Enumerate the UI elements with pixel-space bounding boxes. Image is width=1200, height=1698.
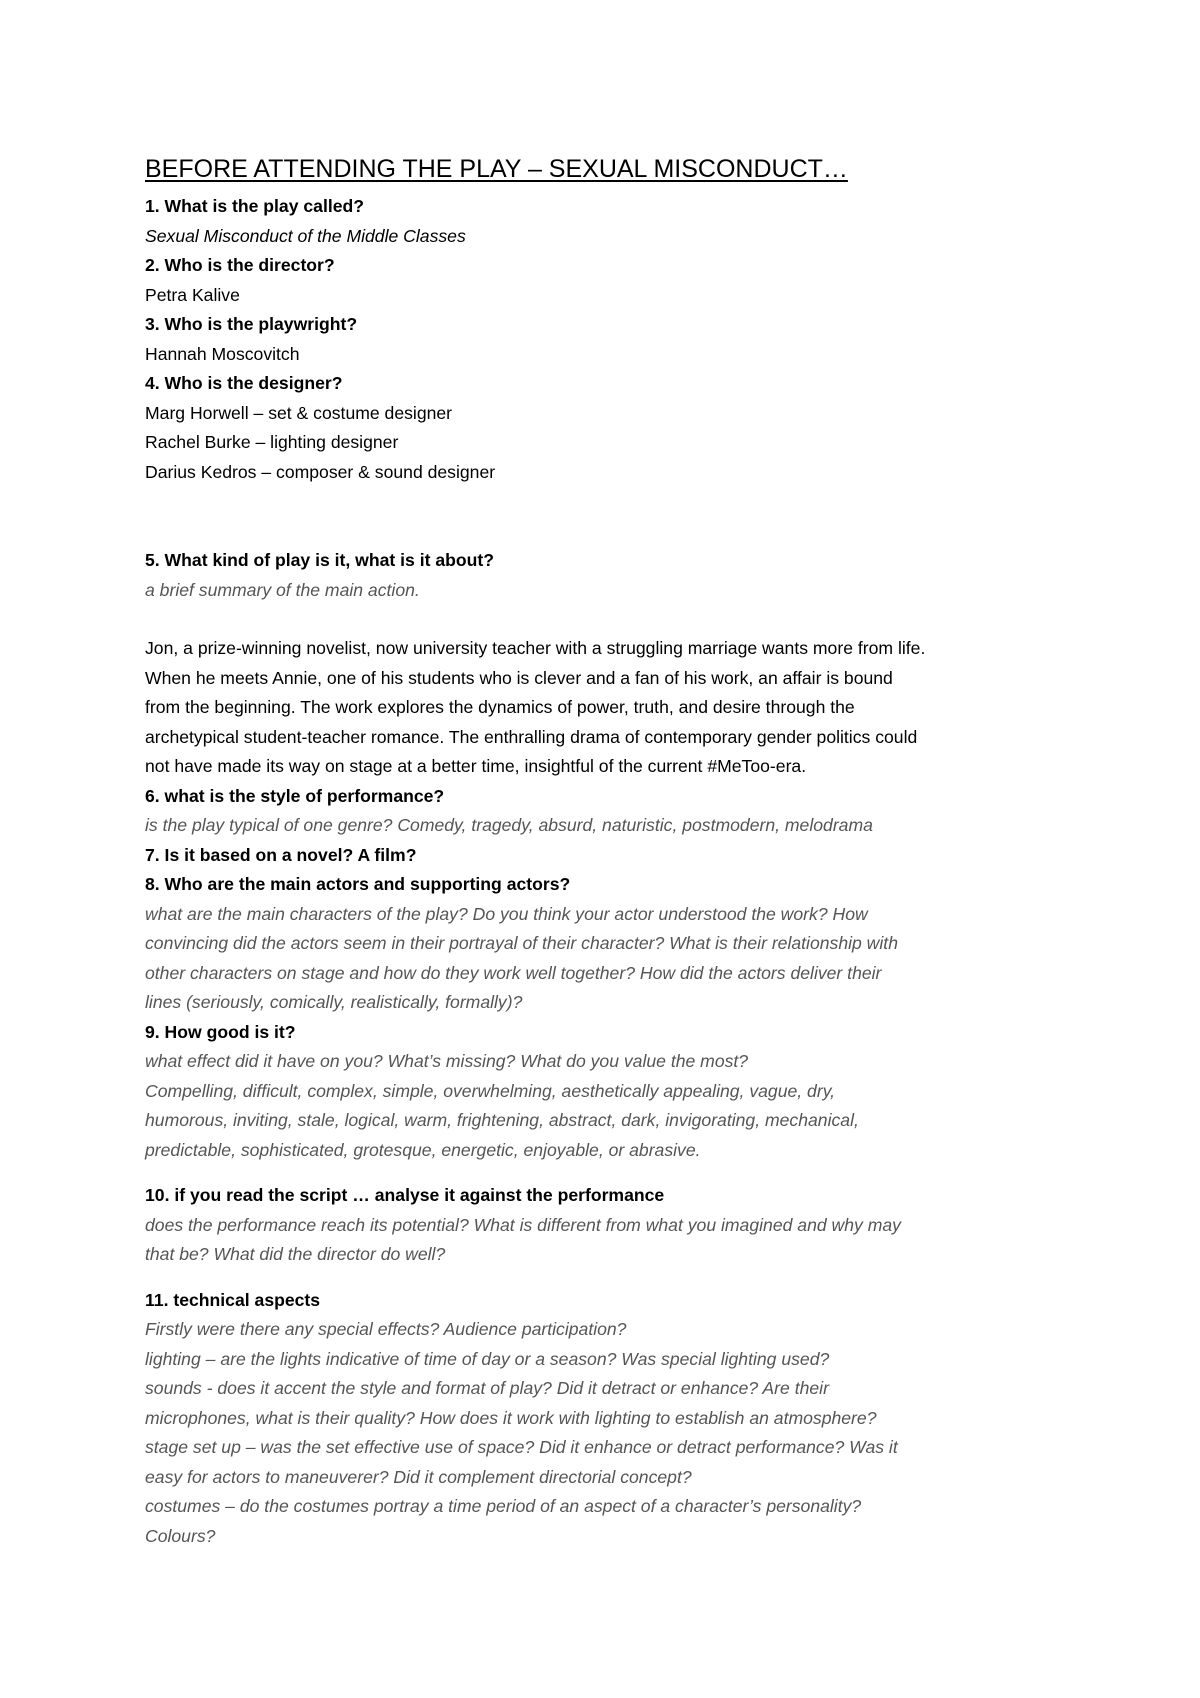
prompt-9-line: what effect did it have on you? What’s missing? What do you value the most? bbox=[145, 1051, 749, 1071]
prompt-11-line: Colours? bbox=[145, 1525, 216, 1546]
question-4: 4. Who is the designer? bbox=[145, 373, 343, 393]
question-7: 7. Is it based on a novel? A film? bbox=[145, 844, 417, 865]
question-6: 6. what is the style of performance? bbox=[145, 785, 445, 806]
prompt-8-line: convincing did the actors seem in their portrayal of their character? What is their relationship with bbox=[145, 933, 898, 953]
prompt-8-line: lines (seriously, comically, realistically, formally)? bbox=[145, 992, 523, 1012]
prompt-11-line: easy for actors to maneuverer? Did it complement directorial concept? bbox=[145, 1466, 692, 1487]
answer-5-line: from the beginning. The work explores the dynamics of power, truth, and desire through the bbox=[145, 697, 855, 717]
prompt-10-line: that be? What did the director do well? bbox=[145, 1244, 446, 1264]
question-11: 11. technical aspects bbox=[145, 1289, 321, 1310]
prompt-9-line: Compelling, difficult, complex, simple, overwhelming, aesthetically appealing, vague, dry, bbox=[145, 1080, 836, 1101]
prompt-11-line: costumes – do the costumes portray a time period of an aspect of a character’s personality? bbox=[145, 1496, 862, 1516]
answer-1: Sexual Misconduct of the Middle Classes bbox=[145, 225, 466, 246]
answer-4-line: Marg Horwell – set & costume designer bbox=[145, 402, 453, 423]
prompt-11-line: microphones, what is their quality? How does it work with lighting to establish an atmosphere? bbox=[145, 1407, 877, 1428]
prompt-8-line: other characters on stage and how do they work well together? How did the actors deliver their bbox=[145, 962, 882, 983]
question-9: 9. How good is it? bbox=[145, 1021, 296, 1042]
prompt-11-line: lighting – are the lights indicative of time of day or a season? Was special lighting used? bbox=[145, 1348, 830, 1369]
question-8: 8. Who are the main actors and supporting actors? bbox=[145, 874, 571, 894]
answer-4-line: Darius Kedros – composer & sound designer bbox=[145, 461, 496, 482]
answer-5-line: archetypical student-teacher romance. The enthralling drama of contemporary gender politics could bbox=[145, 726, 918, 747]
prompt-11-line: sounds - does it accent the style and format of play? Did it detract or enhance? Are their bbox=[145, 1378, 829, 1398]
question-3: 3. Who is the playwright? bbox=[145, 314, 358, 334]
spacer bbox=[145, 487, 1080, 546]
question-10: 10. if you read the script … analyse it against the performance bbox=[145, 1185, 665, 1205]
answer-4-line: Rachel Burke – lighting designer bbox=[145, 432, 399, 452]
prompt-9-line: predictable, sophisticated, grotesque, energetic, enjoyable, or abrasive. bbox=[145, 1139, 701, 1160]
answer-5-line: not have made its way on stage at a better time, insightful of the current #MeToo-era. bbox=[145, 756, 807, 776]
prompt-11-line: Firstly were there any special effects? Audience participation? bbox=[145, 1319, 627, 1339]
question-2: 2. Who is the director? bbox=[145, 255, 335, 275]
spacer bbox=[145, 1270, 1080, 1286]
answer-5-line: When he meets Annie, one of his students who is clever and a fan of his work, an affair is bound bbox=[145, 667, 893, 688]
answer-5-line: Jon, a prize-winning novelist, now university teacher with a struggling marriage wants more from life. bbox=[145, 638, 926, 658]
prompt-8-line: what are the main characters of the play? Do you think your actor understood the work? How bbox=[145, 903, 868, 924]
question-5: 5. What kind of play is it, what is it about? bbox=[145, 550, 494, 570]
question-1: 1. What is the play called? bbox=[145, 196, 365, 216]
spacer bbox=[145, 605, 1080, 634]
spacer bbox=[145, 1165, 1080, 1181]
prompt-5: a brief summary of the main action. bbox=[145, 579, 420, 600]
prompt-10-line: does the performance reach its potential? What is different from what you imagined and why may bbox=[145, 1214, 901, 1235]
prompt-9-line: humorous, inviting, stale, logical, warm, frightening, abstract, dark, invigorating, mechanical, bbox=[145, 1110, 859, 1130]
answer-2: Petra Kalive bbox=[145, 284, 240, 305]
prompt-6: is the play typical of one genre? Comedy, tragedy, absurd, naturistic, postmodern, melodrama bbox=[145, 815, 873, 835]
document-title: BEFORE ATTENDING THE PLAY – SEXUAL MISCONDUCT… bbox=[145, 155, 848, 183]
prompt-11-line: stage set up – was the set effective use of space? Did it enhance or detract performance? Was it bbox=[145, 1437, 898, 1457]
answer-3: Hannah Moscovitch bbox=[145, 343, 300, 364]
